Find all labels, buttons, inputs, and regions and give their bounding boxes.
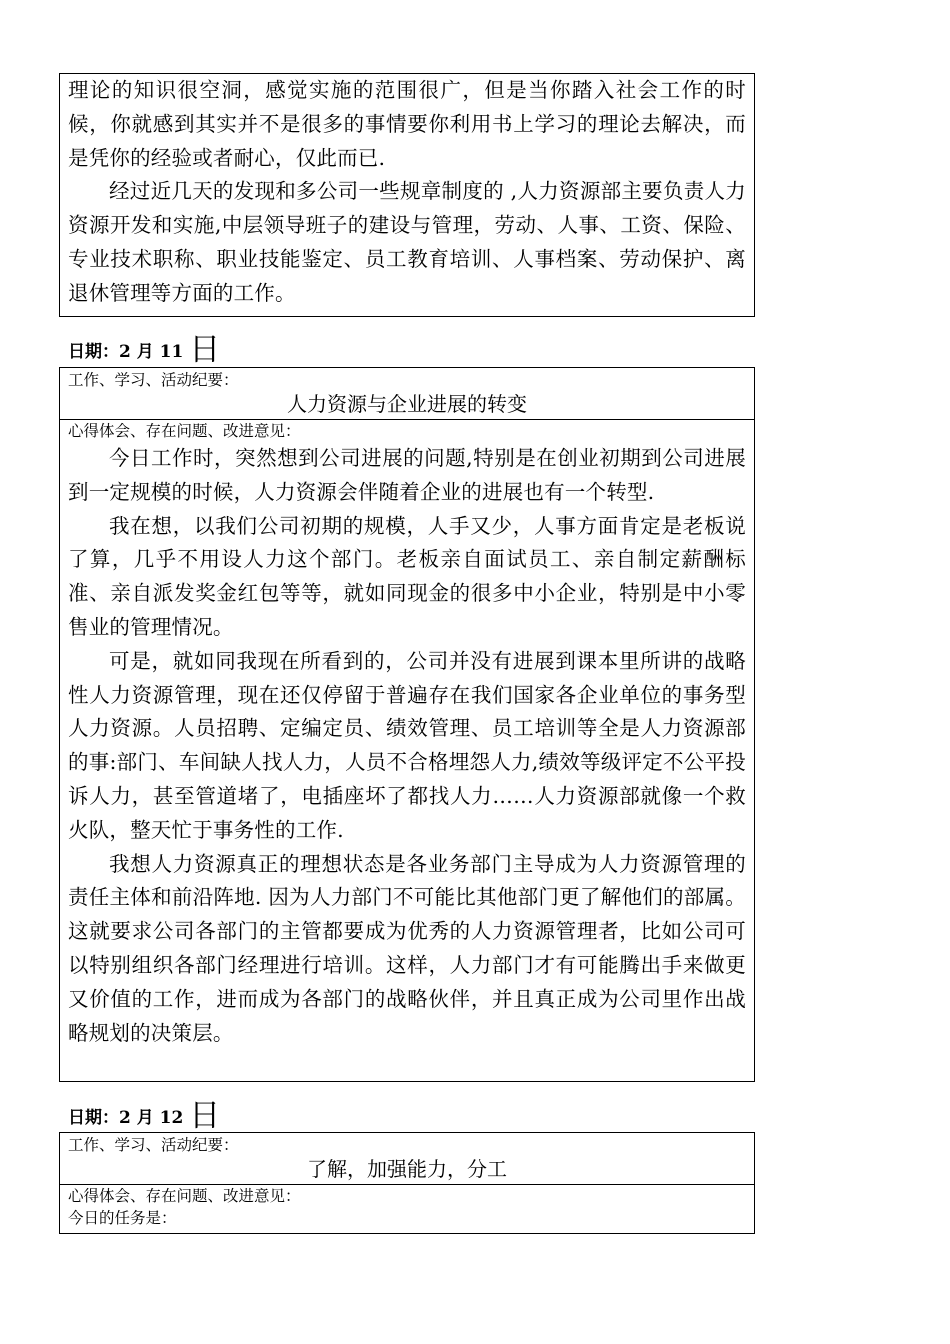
date-day-glyph: 日	[189, 1098, 221, 1134]
summary-section	[60, 1133, 754, 1184]
notes-first-line: 今日的任务是：	[68, 1209, 177, 1227]
prev-paragraph-1: 理论的知识很空洞，感觉实施的范围很广，但是当你踏入社会工作的时候，你就感到其实并不是很多的事情要你利用书上学习的理论去解决，而是凭你的经验或者耐心，仅此而已.	[68, 78, 746, 170]
notes-label: 心得体会、存在问题、改进意见：	[68, 422, 301, 440]
prev-entry-box	[59, 73, 755, 317]
summary-section	[60, 368, 754, 419]
notes-paragraph-2: 我在想，以我们公司初期的规模，人手又少，人事方面肯定是老板说了算，几乎不用设人力这个部门。老板亲自面试员工、亲自制定薪酬标准、亲自派发奖金红包等等，就如同现金的很多中小企业，特别是中小零售业的管理情况。	[68, 513, 746, 639]
summary-label: 工作、学习、活动纪要：	[68, 371, 239, 389]
notes-section	[60, 419, 754, 1050]
date-heading-feb11	[68, 324, 220, 369]
date-day-glyph: 日	[189, 332, 221, 368]
notes-paragraph-3: 可是，就如同我现在所看到的，公司并没有进展到课本里所讲的战略性人力资源管理，现在还仅停留于普遍存在我们国家各企业单位的事务型人力资源。人员招聘、定编定员、绩效管理、员工培训等全是人力资源部的事:部门、车间缺人找人力，人员不合格埋怨人力,绩效等级评定不公平投诉人力，甚至管道堵了，电插座坏了都找人力……人力资源部就像一个救火队，整天忙于事务性的工作.	[68, 648, 746, 842]
notes-paragraph-4: 我想人力资源真正的理想状态是各业务部门主导成为人力资源管理的责任主体和前沿阵地. 因为人力部门不可能比其他部门更了解他们的部属。这就要求公司各部门的主管都要成为优秀的人力资源管理者，比如公司可以特别组织各部门经理进行培训。这样，人力部门才有可能腾出手来做更又价值的工作，进而成为各部门的战略伙伴，并且真正成为公司里作出战略规划的决策层。	[68, 851, 746, 1045]
summary-title: 了解，加强能力，分工	[307, 1157, 507, 1181]
date-label: 日期：2 月 11	[68, 342, 190, 362]
summary-title: 人力资源与企业进展的转变	[287, 392, 527, 416]
notes-label: 心得体会、存在问题、改进意见：	[68, 1187, 301, 1205]
summary-label: 工作、学习、活动纪要：	[68, 1136, 239, 1154]
entry-box-feb12	[59, 1132, 755, 1234]
prev-paragraph-2: 经过近几天的发现和多公司一些规章制度的 ,人力资源部主要负责人力资源开发和实施,中层领导班子的建设与管理，劳动、人事、工资、保险、专业技术职称、职业技能鉴定、员工教育培训、人事档案、劳动保护、离退休管理等方面的工作。	[68, 179, 746, 305]
date-heading-feb12	[68, 1090, 220, 1135]
notes-section	[60, 1184, 754, 1229]
notes-paragraph-1: 今日工作时，突然想到公司进展的问题,特别是在创业初期到公司进展到一定规模的时候，人力资源会伴随着企业的进展也有一个转型.	[68, 446, 746, 504]
date-label: 日期：2 月 12	[68, 1108, 190, 1128]
entry-box-feb11	[59, 367, 755, 1082]
